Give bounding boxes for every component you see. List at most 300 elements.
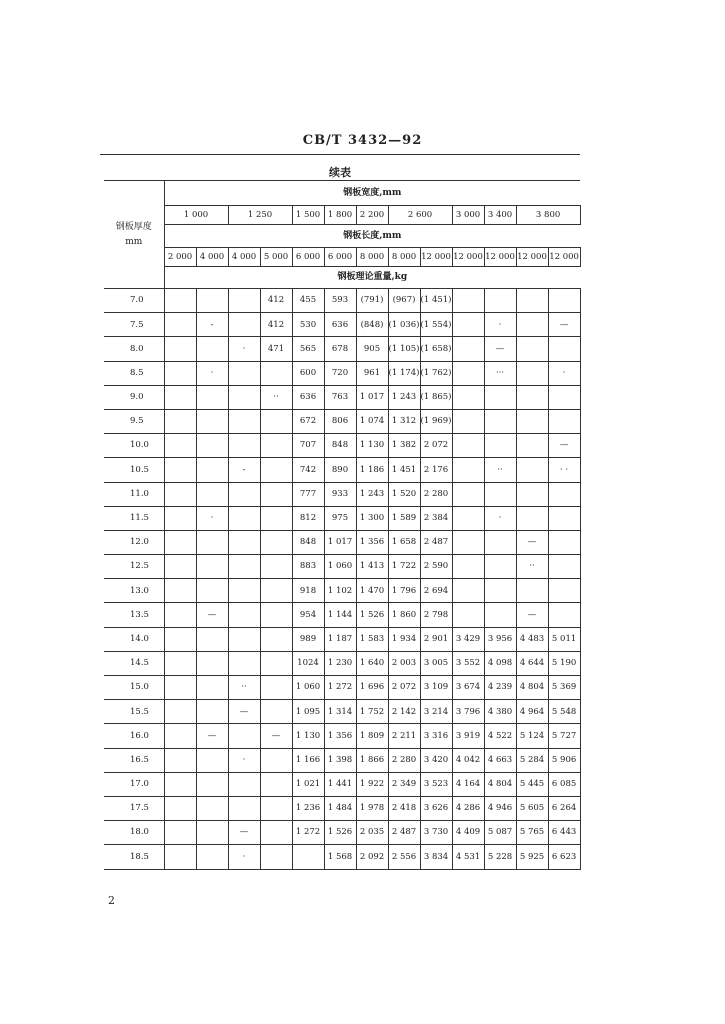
mass-cell	[196, 748, 228, 772]
thickness-cell: 17.5	[104, 796, 164, 820]
mass-cell	[196, 845, 228, 869]
mass-cell	[196, 289, 228, 313]
mass-cell	[164, 676, 196, 700]
mass-cell: 806	[324, 409, 356, 433]
mass-cell	[164, 796, 196, 820]
mass-cell: 1 021	[292, 772, 324, 796]
mass-cell: 3 919	[452, 724, 484, 748]
mass-header: 钢板理论重量,kg	[164, 267, 580, 289]
mass-cell	[452, 482, 484, 506]
thickness-cell: 8.0	[104, 337, 164, 361]
mass-cell	[196, 579, 228, 603]
table-row	[104, 603, 580, 627]
mass-cell: 5 011	[548, 627, 580, 651]
table-row	[104, 676, 580, 700]
mass-cell: 2 349	[388, 772, 420, 796]
mass-cell	[164, 289, 196, 313]
mass-cell	[484, 434, 516, 458]
mass-cell: 777	[292, 482, 324, 506]
mass-cell	[452, 530, 484, 554]
mass-cell: 2 901	[420, 627, 452, 651]
mass-cell	[260, 579, 292, 603]
mass-cell	[484, 385, 516, 409]
mass-cell: 848	[324, 434, 356, 458]
mass-cell: 1 243	[356, 482, 388, 506]
mass-cell	[452, 458, 484, 482]
mass-cell: (848)	[356, 313, 388, 337]
mass-cell: 918	[292, 579, 324, 603]
mass-cell: 1 144	[324, 603, 356, 627]
mass-cell: 1 312	[388, 409, 420, 433]
mass-cell	[228, 409, 260, 433]
mass-cell	[196, 796, 228, 820]
mass-cell	[260, 700, 292, 724]
mass-cell: 3 956	[484, 627, 516, 651]
mass-cell	[548, 482, 580, 506]
mass-cell	[196, 676, 228, 700]
mass-cell	[260, 482, 292, 506]
mass-cell	[516, 579, 548, 603]
mass-cell: 3 626	[420, 796, 452, 820]
width-cell: 3 400	[484, 206, 516, 225]
mass-cell	[228, 772, 260, 796]
width-cell: 3 000	[452, 206, 484, 225]
mass-cell	[452, 361, 484, 385]
mass-cell	[196, 555, 228, 579]
table-row	[104, 700, 580, 724]
mass-cell	[164, 385, 196, 409]
table-row	[104, 337, 580, 361]
mass-cell	[260, 361, 292, 385]
mass-cell	[228, 627, 260, 651]
thickness-cell: 12.5	[104, 555, 164, 579]
mass-cell: 1 356	[356, 530, 388, 554]
mass-cell: (1 105)	[388, 337, 420, 361]
thickness-header	[104, 181, 164, 289]
mass-cell	[516, 434, 548, 458]
mass-cell: 1 017	[324, 530, 356, 554]
mass-cell: —	[516, 603, 548, 627]
standard-code: CB/T 3432—92	[302, 133, 423, 148]
mass-cell	[164, 530, 196, 554]
mass-cell	[164, 651, 196, 675]
mass-cell: 1 272	[292, 821, 324, 845]
mass-cell	[260, 796, 292, 820]
mass-cell: 1 470	[356, 579, 388, 603]
mass-cell: —	[548, 434, 580, 458]
mass-cell	[228, 579, 260, 603]
mass-cell: ·	[548, 361, 580, 385]
mass-cell: 5 548	[548, 700, 580, 724]
mass-cell	[260, 748, 292, 772]
mass-cell: 1 300	[356, 506, 388, 530]
mass-cell: 2 072	[388, 676, 420, 700]
mass-cell: 1 017	[356, 385, 388, 409]
mass-cell: 1 752	[356, 700, 388, 724]
mass-cell: (967)	[388, 289, 420, 313]
mass-cell: 6 443	[548, 821, 580, 845]
length-cell: 4 000	[228, 248, 260, 267]
mass-cell: 5 906	[548, 748, 580, 772]
table-row	[104, 409, 580, 433]
mass-cell: 5 925	[516, 845, 548, 869]
mass-cell	[260, 506, 292, 530]
length-cell: 12 000	[484, 248, 516, 267]
mass-cell	[164, 821, 196, 845]
mass-cell	[164, 506, 196, 530]
length-cell: 6 000	[324, 248, 356, 267]
mass-cell: ·	[196, 361, 228, 385]
mass-cell: 1 356	[324, 724, 356, 748]
mass-cell: 2 556	[388, 845, 420, 869]
length-cell: 12 000	[516, 248, 548, 267]
mass-cell	[260, 651, 292, 675]
mass-cell	[452, 409, 484, 433]
mass-cell: —	[548, 313, 580, 337]
mass-cell: 2 590	[420, 555, 452, 579]
table-row	[104, 506, 580, 530]
table-row	[104, 482, 580, 506]
mass-cell	[452, 434, 484, 458]
mass-cell: 4 409	[452, 821, 484, 845]
mass-cell: 1 809	[356, 724, 388, 748]
mass-cell	[260, 530, 292, 554]
mass-cell: 1 236	[292, 796, 324, 820]
mass-cell	[164, 700, 196, 724]
mass-cell: ··	[516, 555, 548, 579]
table-row	[104, 772, 580, 796]
mass-cell: 6 623	[548, 845, 580, 869]
mass-cell: 1 398	[324, 748, 356, 772]
mass-cell	[196, 409, 228, 433]
mass-cell	[164, 748, 196, 772]
mass-cell	[196, 821, 228, 845]
mass-cell: 3 429	[452, 627, 484, 651]
mass-cell: ··	[228, 676, 260, 700]
mass-cell	[196, 627, 228, 651]
mass-cell	[196, 458, 228, 482]
table-row	[104, 821, 580, 845]
mass-cell: 4 164	[452, 772, 484, 796]
width-cell: 1 800	[324, 206, 356, 225]
mass-cell	[228, 313, 260, 337]
mass-cell	[260, 676, 292, 700]
mass-cell	[228, 796, 260, 820]
mass-cell	[516, 458, 548, 482]
table-row	[104, 289, 580, 313]
mass-cell	[164, 434, 196, 458]
mass-cell: ·	[196, 506, 228, 530]
mass-cell: 600	[292, 361, 324, 385]
mass-cell: 678	[324, 337, 356, 361]
mass-cell: -	[196, 313, 228, 337]
mass-cell: 2 092	[356, 845, 388, 869]
mass-cell: 3 005	[420, 651, 452, 675]
mass-cell: —	[516, 530, 548, 554]
thickness-cell: 7.5	[104, 313, 164, 337]
mass-cell: 763	[324, 385, 356, 409]
mass-cell	[548, 409, 580, 433]
mass-cell: 707	[292, 434, 324, 458]
mass-cell: 2 694	[420, 579, 452, 603]
thickness-cell: 8.5	[104, 361, 164, 385]
mass-cell: 2 003	[388, 651, 420, 675]
thickness-cell: 15.0	[104, 676, 164, 700]
mass-cell: 1 130	[292, 724, 324, 748]
mass-cell: 1 187	[324, 627, 356, 651]
table-row	[104, 313, 580, 337]
mass-cell	[292, 845, 324, 869]
mass-cell	[484, 603, 516, 627]
mass-cell: —	[260, 724, 292, 748]
mass-cell	[164, 482, 196, 506]
mass-cell: 636	[292, 385, 324, 409]
thickness-cell: 16.0	[104, 724, 164, 748]
mass-cell: 2 176	[420, 458, 452, 482]
mass-cell: 1 382	[388, 434, 420, 458]
mass-cell: 1 095	[292, 700, 324, 724]
mass-cell: 5 445	[516, 772, 548, 796]
length-header: 钢板长度,mm	[164, 225, 580, 248]
mass-cell: 5 765	[516, 821, 548, 845]
mass-cell: 4 663	[484, 748, 516, 772]
mass-cell: 1 130	[356, 434, 388, 458]
table-row	[104, 530, 580, 554]
steel-plate-weight-table	[104, 180, 581, 870]
mass-cell	[260, 772, 292, 796]
mass-cell: 1 441	[324, 772, 356, 796]
mass-cell: 1 074	[356, 409, 388, 433]
mass-cell	[228, 651, 260, 675]
mass-cell: 3 730	[420, 821, 452, 845]
mass-cell: 4 964	[516, 700, 548, 724]
mass-cell	[452, 603, 484, 627]
mass-cell	[164, 579, 196, 603]
width-cell: 2 200	[356, 206, 388, 225]
mass-cell	[228, 361, 260, 385]
mass-cell: -	[228, 458, 260, 482]
mass-cell: 6 264	[548, 796, 580, 820]
mass-cell: 1 520	[388, 482, 420, 506]
mass-cell: —	[484, 337, 516, 361]
mass-cell: 905	[356, 337, 388, 361]
mass-cell	[228, 385, 260, 409]
mass-cell	[484, 579, 516, 603]
mass-cell: 3 214	[420, 700, 452, 724]
mass-cell	[196, 482, 228, 506]
mass-cell: 5 727	[548, 724, 580, 748]
mass-cell: (1 554)	[420, 313, 452, 337]
table-row	[104, 627, 580, 651]
thickness-cell: 14.0	[104, 627, 164, 651]
mass-cell: 1 866	[356, 748, 388, 772]
width-header: 钢板宽度,mm	[164, 181, 580, 206]
mass-cell: 1 243	[388, 385, 420, 409]
mass-cell: 2 384	[420, 506, 452, 530]
mass-cell: 1 413	[356, 555, 388, 579]
mass-cell: 455	[292, 289, 324, 313]
mass-cell: 3 552	[452, 651, 484, 675]
mass-cell: 1 583	[356, 627, 388, 651]
mass-cell: ··	[260, 385, 292, 409]
mass-cell: 1024	[292, 651, 324, 675]
mass-cell: 672	[292, 409, 324, 433]
mass-cell: 3 420	[420, 748, 452, 772]
mass-cell: 1 568	[324, 845, 356, 869]
mass-cell	[452, 579, 484, 603]
mass-cell: 6 085	[548, 772, 580, 796]
width-cell: 3 800	[516, 206, 580, 225]
mass-cell	[260, 603, 292, 627]
mass-cell: (1 762)	[420, 361, 452, 385]
mass-cell	[164, 409, 196, 433]
mass-cell: 4 239	[484, 676, 516, 700]
mass-cell: (1 969)	[420, 409, 452, 433]
mass-cell: 412	[260, 289, 292, 313]
mass-cell	[196, 337, 228, 361]
mass-cell: 954	[292, 603, 324, 627]
mass-cell	[484, 555, 516, 579]
thickness-cell: 15.5	[104, 700, 164, 724]
mass-cell: 1 526	[356, 603, 388, 627]
mass-cell: (1 658)	[420, 337, 452, 361]
thickness-cell: 11.5	[104, 506, 164, 530]
mass-cell	[452, 506, 484, 530]
mass-cell: 5 284	[516, 748, 548, 772]
mass-cell	[228, 434, 260, 458]
mass-cell: 3 523	[420, 772, 452, 796]
mass-cell: 1 658	[388, 530, 420, 554]
mass-cell	[260, 845, 292, 869]
table-row	[104, 361, 580, 385]
mass-cell: 883	[292, 555, 324, 579]
mass-cell	[484, 409, 516, 433]
table-row	[104, 796, 580, 820]
mass-cell: 4 098	[484, 651, 516, 675]
mass-cell	[548, 603, 580, 627]
mass-cell	[452, 385, 484, 409]
mass-cell: ·	[484, 313, 516, 337]
length-cell: 4 000	[196, 248, 228, 267]
mass-cell: 2 487	[420, 530, 452, 554]
mass-cell	[228, 482, 260, 506]
mass-cell	[164, 458, 196, 482]
thickness-cell: 13.5	[104, 603, 164, 627]
table-body	[104, 289, 580, 870]
thickness-cell: 18.5	[104, 845, 164, 869]
mass-cell: 3 834	[420, 845, 452, 869]
thickness-cell: 10.0	[104, 434, 164, 458]
mass-cell: 848	[292, 530, 324, 554]
thickness-cell: 9.0	[104, 385, 164, 409]
mass-cell	[196, 651, 228, 675]
mass-cell	[196, 385, 228, 409]
mass-cell: 4 522	[484, 724, 516, 748]
mass-cell: 412	[260, 313, 292, 337]
mass-cell: 3 674	[452, 676, 484, 700]
table-row	[104, 385, 580, 409]
mass-cell: 2 035	[356, 821, 388, 845]
page-number: 2	[108, 894, 115, 907]
mass-cell: 1 060	[292, 676, 324, 700]
length-values-row	[104, 248, 580, 267]
mass-cell: 1 922	[356, 772, 388, 796]
mass-cell: 1 722	[388, 555, 420, 579]
mass-cell	[516, 482, 548, 506]
mass-cell: 1 230	[324, 651, 356, 675]
mass-cell: 4 804	[484, 772, 516, 796]
length-cell: 12 000	[452, 248, 484, 267]
mass-cell: 2 280	[388, 748, 420, 772]
thickness-cell: 7.0	[104, 289, 164, 313]
mass-cell: 3 316	[420, 724, 452, 748]
mass-cell: 933	[324, 482, 356, 506]
thickness-cell: 12.0	[104, 530, 164, 554]
mass-cell: 4 644	[516, 651, 548, 675]
mass-cell: 1 589	[388, 506, 420, 530]
mass-cell	[164, 361, 196, 385]
mass-cell: 5 228	[484, 845, 516, 869]
mass-cell: 890	[324, 458, 356, 482]
mass-cell: 5 190	[548, 651, 580, 675]
mass-cell: 961	[356, 361, 388, 385]
table-row	[104, 748, 580, 772]
mass-cell: 3 109	[420, 676, 452, 700]
mass-cell	[548, 337, 580, 361]
mass-cell: (1 865)	[420, 385, 452, 409]
mass-cell: —	[228, 700, 260, 724]
mass-cell: 4 380	[484, 700, 516, 724]
table-row	[104, 845, 580, 869]
mass-cell	[452, 337, 484, 361]
thickness-cell: 14.5	[104, 651, 164, 675]
mass-cell: (1 036)	[388, 313, 420, 337]
mass-cell	[516, 337, 548, 361]
mass-cell: 4 286	[452, 796, 484, 820]
table-row	[104, 579, 580, 603]
mass-cell	[548, 289, 580, 313]
mass-cell: 5 369	[548, 676, 580, 700]
mass-cell: 742	[292, 458, 324, 482]
width-cell: 1 250	[228, 206, 292, 225]
mass-cell	[196, 772, 228, 796]
mass-cell: 1 934	[388, 627, 420, 651]
mass-cell	[260, 409, 292, 433]
mass-cell: 2 280	[420, 482, 452, 506]
mass-cell: 3 796	[452, 700, 484, 724]
mass-cell: ·	[228, 748, 260, 772]
mass-cell	[164, 337, 196, 361]
mass-cell	[484, 482, 516, 506]
mass-cell: (1 174)	[388, 361, 420, 385]
mass-cell: 1 060	[324, 555, 356, 579]
mass-cell	[260, 458, 292, 482]
thickness-cell: 11.0	[104, 482, 164, 506]
continued-table-title: 续表	[329, 166, 351, 179]
mass-cell: ·	[484, 506, 516, 530]
mass-cell	[548, 555, 580, 579]
mass-cell: 1 696	[356, 676, 388, 700]
mass-cell: 812	[292, 506, 324, 530]
mass-cell: ···	[484, 361, 516, 385]
mass-cell	[164, 724, 196, 748]
thickness-header-label: 钢板厚度 mm	[115, 222, 152, 247]
mass-cell	[452, 313, 484, 337]
mass-cell	[484, 530, 516, 554]
mass-cell	[516, 361, 548, 385]
mass-cell	[260, 555, 292, 579]
length-cell: 2 000	[164, 248, 196, 267]
